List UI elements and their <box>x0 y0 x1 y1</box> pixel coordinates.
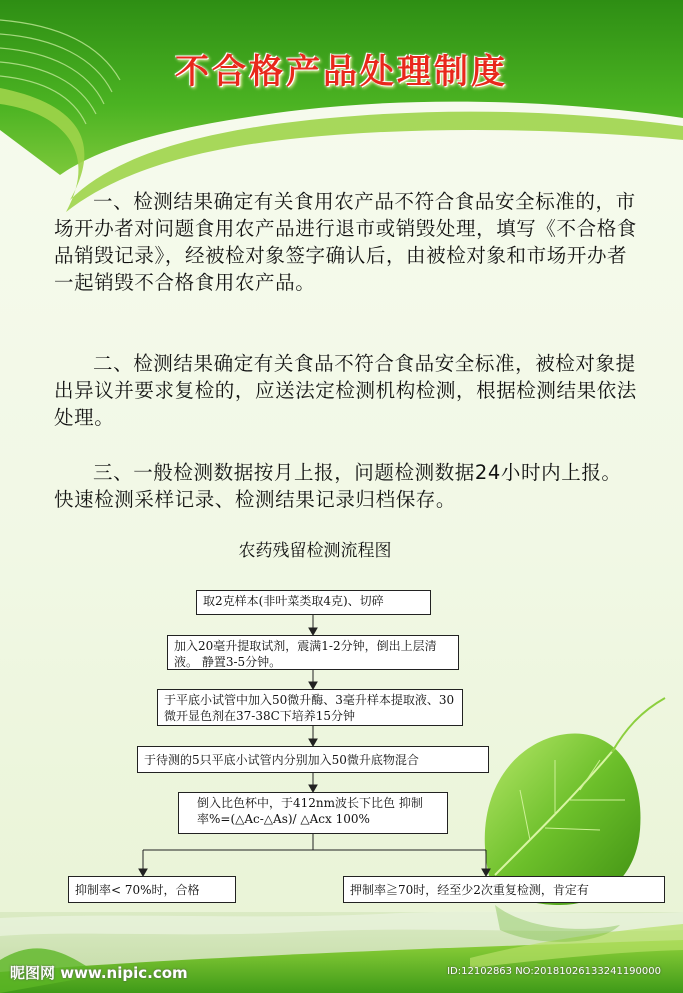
flowchart-title: 农药残留检测流程图 <box>238 541 392 561</box>
flow-outcome-positive: 押制率≧70时，经至少2次重复检测，肯定有 <box>343 876 665 903</box>
paragraph-3: 三、一般检测数据按月上报，问题检测数据24小时内上报。快速检测采样记录、检测结果记录归档保存。 <box>54 461 622 511</box>
watermark-site: 昵图网 www.nipic.com <box>10 964 188 982</box>
flow-step-1: 取2克样本(非叶菜类取4克)、切碎 <box>196 590 431 615</box>
flow-step-5: 倒入比色杯中，于412nm波长下比色 抑制率%=(△Ac-△As)/ △Acx 100% <box>178 792 448 834</box>
paragraph-1: 一、检测结果确定有关食用农产品不符合食品安全标准的，市场开办者对问题食用农产品进行退市或销毁处理，填写《不合格食品销毁记录》，经被检对象签字确认后，由被检对象和市场开办者一起销毁不合格食用农产品。 <box>54 190 637 294</box>
flow-step-2: 加入20毫升提取试剂，震满1-2分钟，倒出上层清液。 静置3-5分钟。 <box>167 635 459 670</box>
paragraph-2: 二、检测结果确定有关食品不符合食品安全标准，被检对象提出异议并要求复检的，应送法定检测机构检测，根据检测结果依法处理。 <box>54 352 637 429</box>
page-title: 不合格产品处理制度 <box>175 52 508 92</box>
flow-step-3: 于平底小试管中加入50微升酶、3毫升样本提取液、30微开显色剂在37-38C下培养15分钟 <box>157 689 463 726</box>
flow-outcome-pass: 抑制率< 70%时，合格 <box>68 876 236 903</box>
watermark-id: ID:12102863 NO:20181026133241190000 <box>447 966 661 977</box>
flow-step-4: 于待测的5只平底小试管内分别加入50微升底物混合 <box>137 746 489 773</box>
